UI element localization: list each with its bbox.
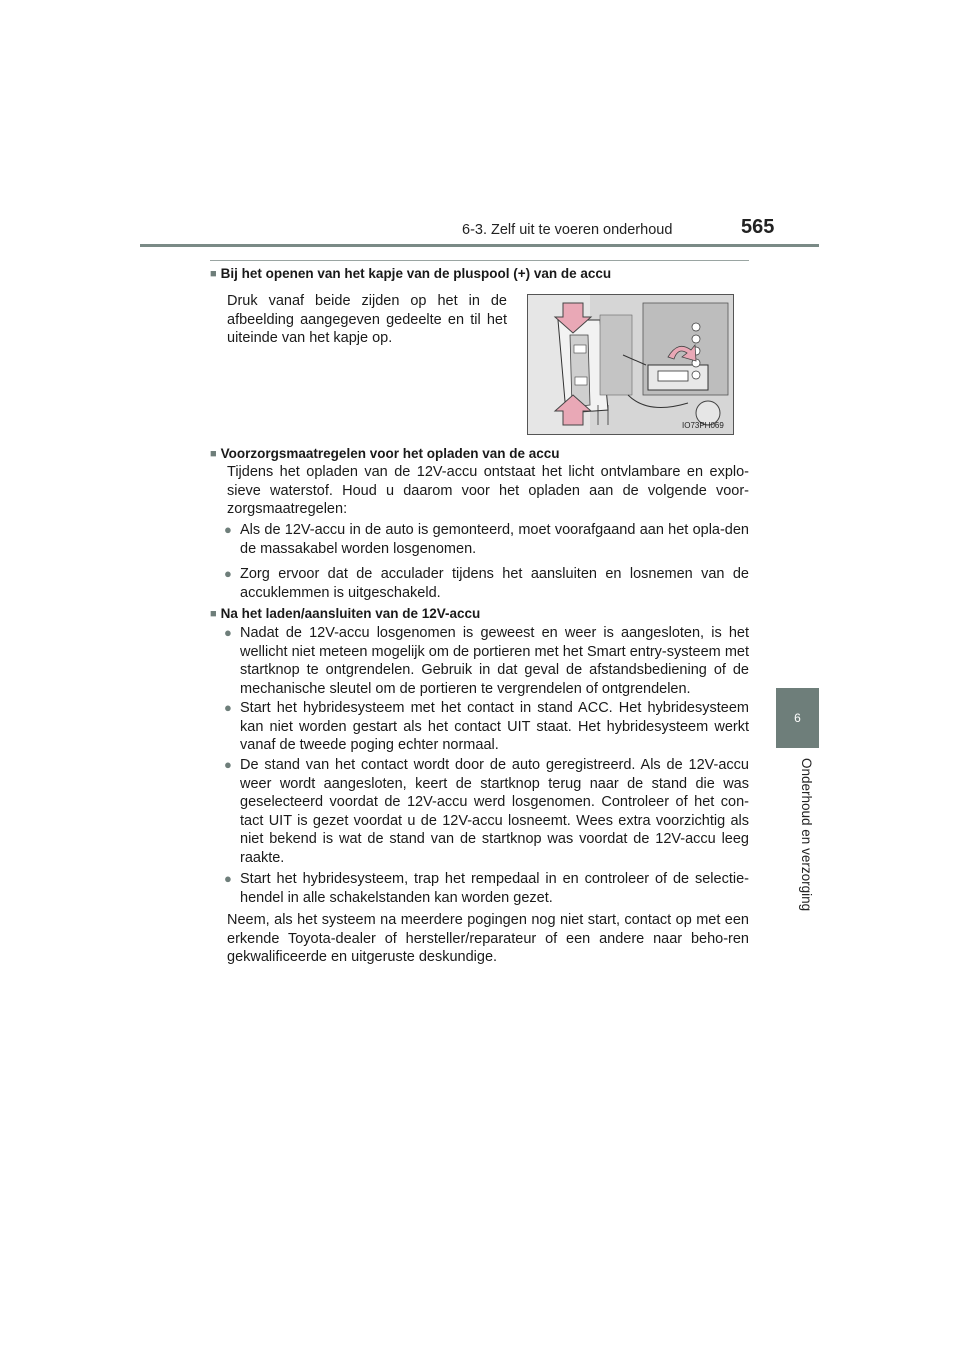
- chapter-tab: 6: [776, 688, 819, 748]
- list-item: ● Nadat de 12V-accu losgenomen is geweest en weer is aangesloten, is het wellicht niet meteen mogelijk om de portieren met het Smart entry-systeem met startknop te ontgrendelen. Gebruik in dat geval de afstandsbediening of de mechanische sleutel om de portieren te vergrendelen of ontgrendelen.: [224, 624, 749, 698]
- closing-text: Neem, als het systeem na meerdere pogingen nog niet start, contact op met een erkende Toyota-dealer of hersteller/reparateur of een andere naar beho-ren gekwalificeerde en uitgeruste deskundige.: [227, 912, 749, 966]
- list-item: ● Zorg ervoor dat de acculader tijdens het aansluiten en losnemen van de accuklemmen is uitgeschakeld.: [224, 565, 749, 602]
- section-rule: [210, 260, 749, 261]
- heading-plus-pole-cap: ■ Bij het openen van het kapje van de pluspool (+) van de accu: [210, 266, 611, 281]
- header-rule: [140, 244, 819, 247]
- chapter-title-vertical: [798, 758, 818, 928]
- chapter-title: Onderhoud en verzorging: [799, 758, 814, 912]
- list-item: ● De stand van het contact wordt door de auto geregistreerd. Als de 12V-accu weer wordt aangesloten, keert de startknop terug naar de stand die was geselecteerd voordat de 12V-accu werd losgenomen. Controleer of het con-tact UIT is gezet voordat u de 12V-accu losneemt. Wees extra voorzichtig als niet bekend is wat de stand van de startknop was voordat de 12V-accu leeg raakte.: [224, 756, 749, 868]
- heading-charging-precautions: ■ Voorzorgsmaatregelen voor het opladen van de accu: [210, 446, 560, 461]
- figure-code: IO73PH069: [682, 421, 724, 430]
- battery-illustration-svg: [528, 295, 733, 434]
- list-item: ● Start het hybridesysteem met het contact in stand ACC. Het hybridesysteem kan niet worden gestart als het contact UIT staat. Het hybridesysteem werkt vanaf de tweede poging echter normaal.: [224, 699, 749, 755]
- plus-pole-cap-text: Druk vanaf beide zijden op het in de afbeelding aangegeven gedeelte en til het uiteinde van het kapje op.: [227, 293, 507, 347]
- list-item: ● Als de 12V-accu in de auto is gemonteerd, moet voorafgaand aan het opla-den de massakabel worden losgenomen.: [224, 521, 749, 558]
- page-number: 565: [741, 216, 775, 238]
- charging-precautions-text: Tijdens het opladen van de 12V-accu ontstaat het licht ontvlambare en explo-sieve waterstof. Houd u daarom voor het opladen aan de volgende voor-zorgsmaatregelen:: [227, 464, 749, 518]
- section-title: 6-3. Zelf uit te voeren onderhoud: [462, 222, 673, 238]
- battery-terminal-illustration: [527, 294, 734, 435]
- list-item: ● Start het hybridesysteem, trap het rempedaal in en controleer of de selectie-hendel in alle schakelstanden kan worden gezet.: [224, 870, 749, 907]
- heading-after-charging: ■ Na het laden/aansluiten van de 12V-accu: [210, 606, 480, 621]
